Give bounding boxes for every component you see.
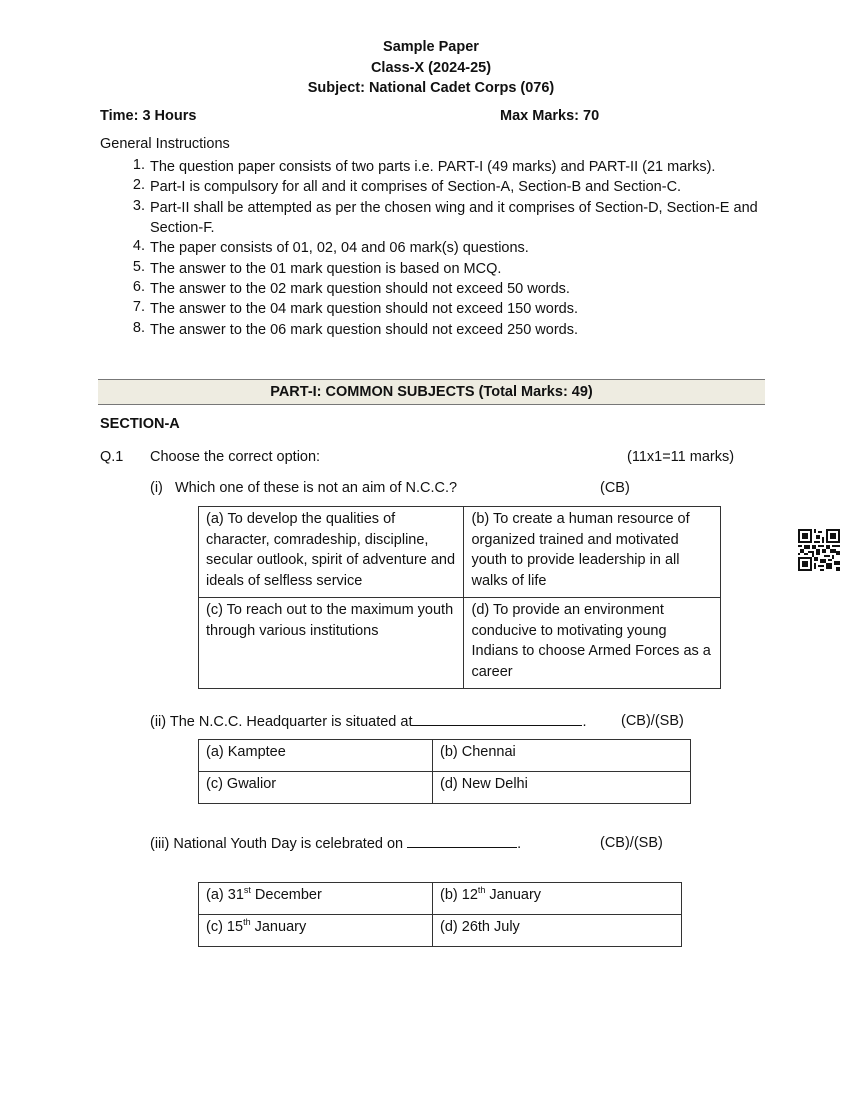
sub-question-label: (i) bbox=[150, 480, 163, 496]
time-label: Time: 3 Hours bbox=[100, 108, 197, 124]
instruction-text: Part-I is compulsory for all and it comprises of Section-A, Section-B and Section-C. bbox=[150, 179, 682, 195]
question-number: Q.1 bbox=[100, 449, 124, 465]
instruction-text: The question paper consists of two parts i.e. PART-I (49 marks) and PART-II (21 marks). bbox=[150, 159, 716, 175]
instruction-number: 6. bbox=[132, 279, 145, 295]
sub-question-text: Which one of these is not an aim of N.C.C.? bbox=[175, 480, 458, 496]
subject-title: Subject: National Cadet Corps (076) bbox=[307, 80, 555, 96]
sub-question-line bbox=[150, 835, 521, 852]
instruction-text: The answer to the 02 mark question should not exceed 50 words. bbox=[150, 281, 570, 297]
paper-title: Sample Paper bbox=[383, 39, 479, 55]
option-c: (c) To reach out to the maximum youth through various institutions bbox=[199, 598, 464, 689]
part-header: PART-I: COMMON SUBJECTS (Total Marks: 49) bbox=[98, 379, 765, 405]
option-d: (d) To provide an environment conducive to motivating young Indians to choose Armed Forces as a career bbox=[464, 598, 721, 689]
qr-code-icon bbox=[798, 529, 840, 571]
sentence-end: . bbox=[582, 714, 587, 730]
instruction-text: The paper consists of 01, 02, 04 and 06 mark(s) questions. bbox=[150, 240, 529, 256]
option-a: (a) Kamptee bbox=[199, 740, 433, 772]
question-text: Choose the correct option: bbox=[150, 449, 321, 465]
sentence-end: . bbox=[517, 836, 522, 852]
instruction-text: Part-II shall be attempted as per the chosen wing and it comprises of Section-D, Section-E and Section-F. bbox=[150, 200, 758, 236]
instruction-text: The answer to the 04 mark question should not exceed 150 words. bbox=[150, 301, 579, 317]
sub-question-tag: (CB)/(SB) bbox=[600, 835, 663, 851]
instruction-number: 4. bbox=[132, 238, 145, 254]
instruction-text: The answer to the 01 mark question is based on MCQ. bbox=[150, 261, 502, 277]
instruction-text: The answer to the 06 mark question should not exceed 250 words. bbox=[150, 322, 579, 338]
question-marks: (11x1=11 marks) bbox=[627, 449, 735, 465]
option-a: (a) 31st December bbox=[199, 883, 433, 915]
option-d: (d) 26th July bbox=[433, 915, 682, 947]
sub-question-text: National Youth Day is celebrated on bbox=[173, 836, 404, 852]
answer-blank bbox=[407, 835, 517, 848]
options-table bbox=[198, 506, 721, 689]
sub-question-tag: (CB) bbox=[600, 480, 630, 496]
instruction-number: 5. bbox=[132, 259, 145, 275]
option-d: (d) New Delhi bbox=[433, 772, 691, 804]
options-table bbox=[198, 882, 682, 947]
sub-question-label: (ii) bbox=[150, 714, 167, 730]
option-b: (b) Chennai bbox=[433, 740, 691, 772]
option-c: (c) Gwalior bbox=[199, 772, 433, 804]
instructions-title: General Instructions bbox=[100, 136, 230, 152]
max-marks-label: Max Marks: 70 bbox=[500, 108, 600, 124]
instruction-number: 2. bbox=[132, 177, 145, 193]
instruction-number: 3. bbox=[132, 198, 145, 214]
option-b: (b) 12th January bbox=[433, 883, 682, 915]
instruction-number: 8. bbox=[132, 320, 145, 336]
section-title: SECTION-A bbox=[100, 416, 180, 432]
sub-question-label: (iii) bbox=[150, 836, 170, 852]
sub-question-tag: (CB)/(SB) bbox=[621, 713, 684, 729]
sub-question-line bbox=[150, 713, 587, 730]
class-title: Class-X (2024-25) bbox=[370, 60, 492, 76]
option-a: (a) To develop the qualities of character, comradeship, discipline, secular outlook, spirit of adventure and ideals of selfless service bbox=[199, 507, 464, 598]
options-table bbox=[198, 739, 691, 804]
option-c: (c) 15th January bbox=[199, 915, 433, 947]
sub-question-text: The N.C.C. Headquarter is situated at bbox=[169, 714, 413, 730]
answer-blank bbox=[412, 713, 582, 726]
instruction-number: 7. bbox=[132, 299, 145, 315]
option-b: (b) To create a human resource of organized trained and motivated youth to provide leadership in all walks of life bbox=[464, 507, 721, 598]
instruction-number: 1. bbox=[132, 157, 145, 173]
